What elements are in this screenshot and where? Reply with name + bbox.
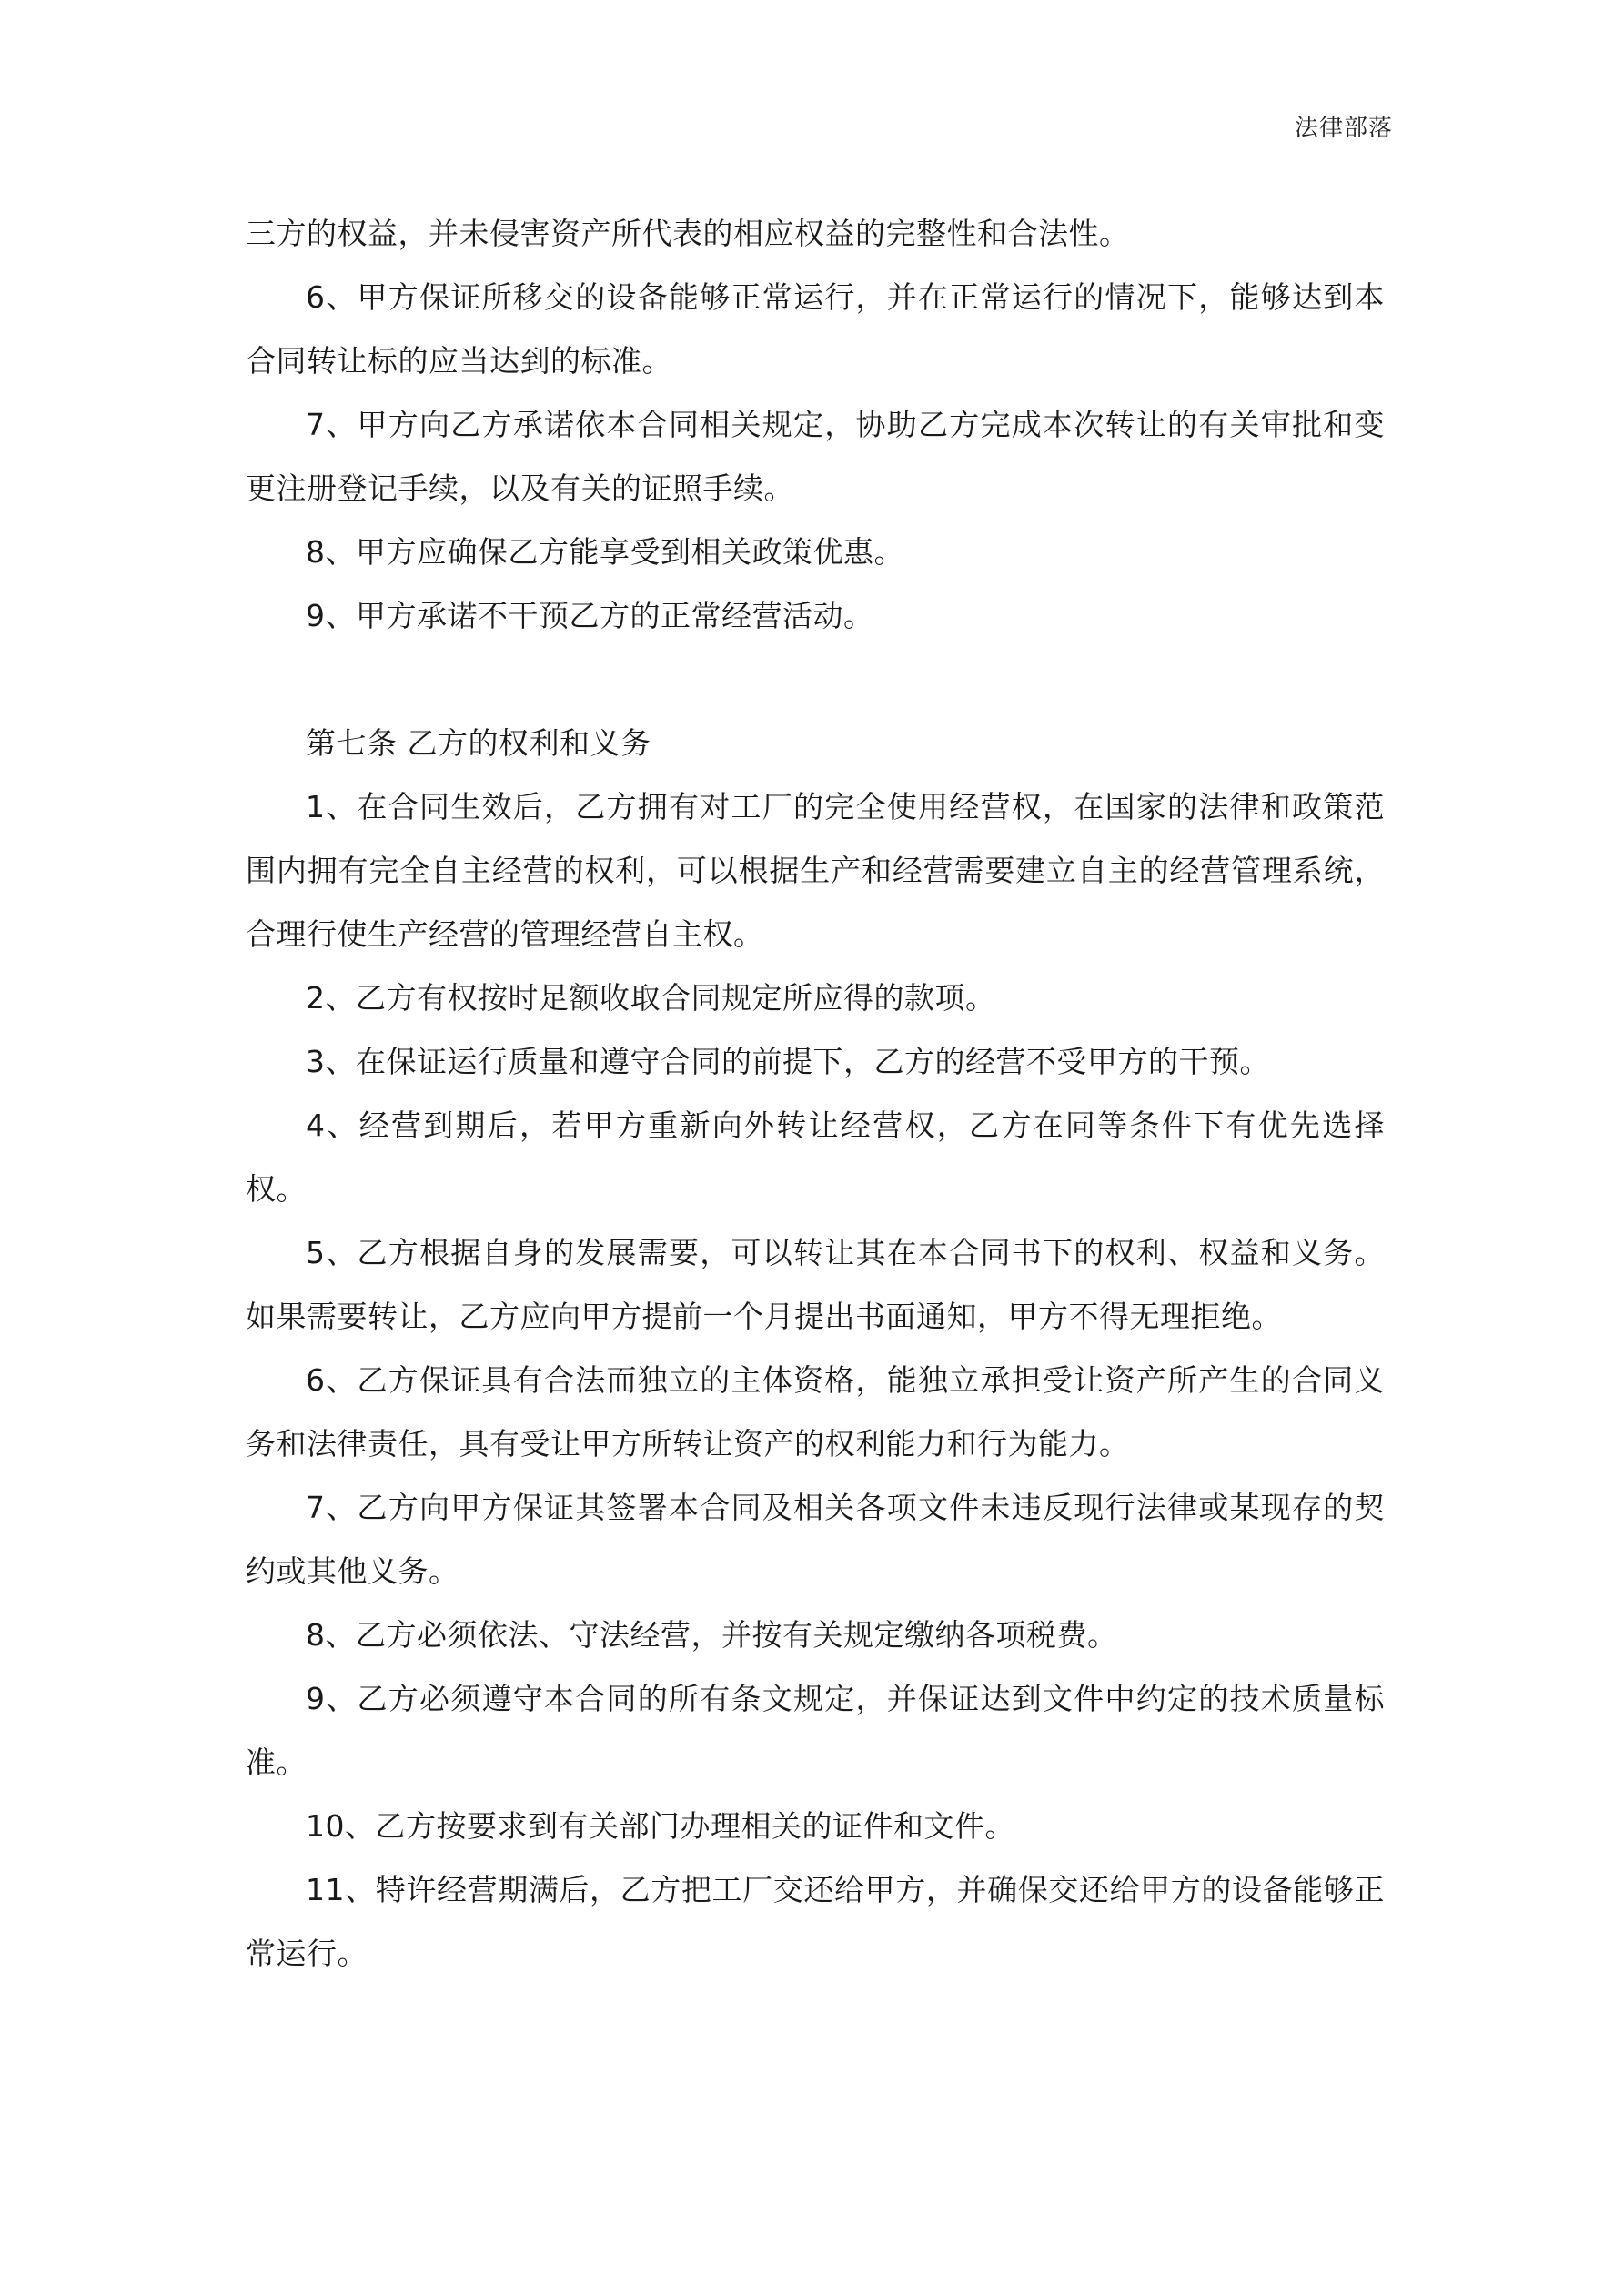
- party-b-item-4: 4、经营到期后，若甲方重新向外转让经营权，乙方在同等条件下有优先选择权。: [246, 1108, 1385, 1207]
- party-b-item-11: 11、特许经营期满后，乙方把工厂交还给甲方，并确保交还给甲方的设备能够正常运行。: [246, 1872, 1385, 1971]
- page-header-site-name: 法律部落: [1294, 115, 1393, 142]
- party-a-item-9: 9、甲方承诺不干预乙方的正常经营活动。: [306, 598, 874, 633]
- party-b-item-1: 1、在合同生效后，乙方拥有对工厂的完全使用经营权，在国家的法律和政策范围内拥有完全自主经营的权利，可以根据生产和经营需要建立自主的经营管理系统，合理行使生产经营的管理经营自主权。: [246, 789, 1385, 952]
- party-a-item-6: 6、甲方保证所移交的设备能够正常运行，并在正常运行的情况下，能够达到本合同转让标的应当达到的标准。: [246, 279, 1385, 379]
- party-a-item-7: 7、甲方向乙方承诺依本合同相关规定，协助乙方完成本次转让的有关审批和变更注册登记手续，以及有关的证照手续。: [246, 407, 1385, 506]
- party-b-item-6: 6、乙方保证具有合法而独立的主体资格，能独立承担受让资产所产生的合同义务和法律责任，具有受让甲方所转让资产的权利能力和行为能力。: [246, 1362, 1385, 1462]
- party-a-item-8: 8、甲方应确保乙方能享受到相关政策优惠。: [306, 534, 904, 570]
- paragraph-spacer: [246, 648, 1385, 712]
- party-b-item-7: 7、乙方向甲方保证其签署本合同及相关各项文件未违反现行法律或某现存的契约或其他义务。: [246, 1490, 1385, 1589]
- document-body: [246, 202, 1385, 1986]
- party-b-item-5: 5、乙方根据自身的发展需要，可以转让其在本合同书下的权利、权益和义务。如果需要转让，乙方应向甲方提前一个月提出书面通知，甲方不得无理拒绝。: [246, 1235, 1385, 1334]
- party-b-item-9: 9、乙方必须遵守本合同的所有条文规定，并保证达到文件中约定的技术质量标准。: [246, 1681, 1385, 1780]
- party-b-item-3: 3、在保证运行质量和遵守合同的前提下，乙方的经营不受甲方的干预。: [306, 1044, 1270, 1079]
- continuation-paragraph: 三方的权益，并未侵害资产所代表的相应权益的完整性和合法性。: [246, 216, 1130, 251]
- party-b-item-10: 10、乙方按要求到有关部门办理相关的证件和文件。: [306, 1808, 1015, 1844]
- section-title: 第七条 乙方的权利和义务: [306, 725, 651, 761]
- party-b-item-8: 8、乙方必须依法、守法经营，并按有关规定缴纳各项税费。: [306, 1617, 1118, 1653]
- party-b-item-2: 2、乙方有权按时足额收取合同规定所应得的款项。: [306, 980, 996, 1016]
